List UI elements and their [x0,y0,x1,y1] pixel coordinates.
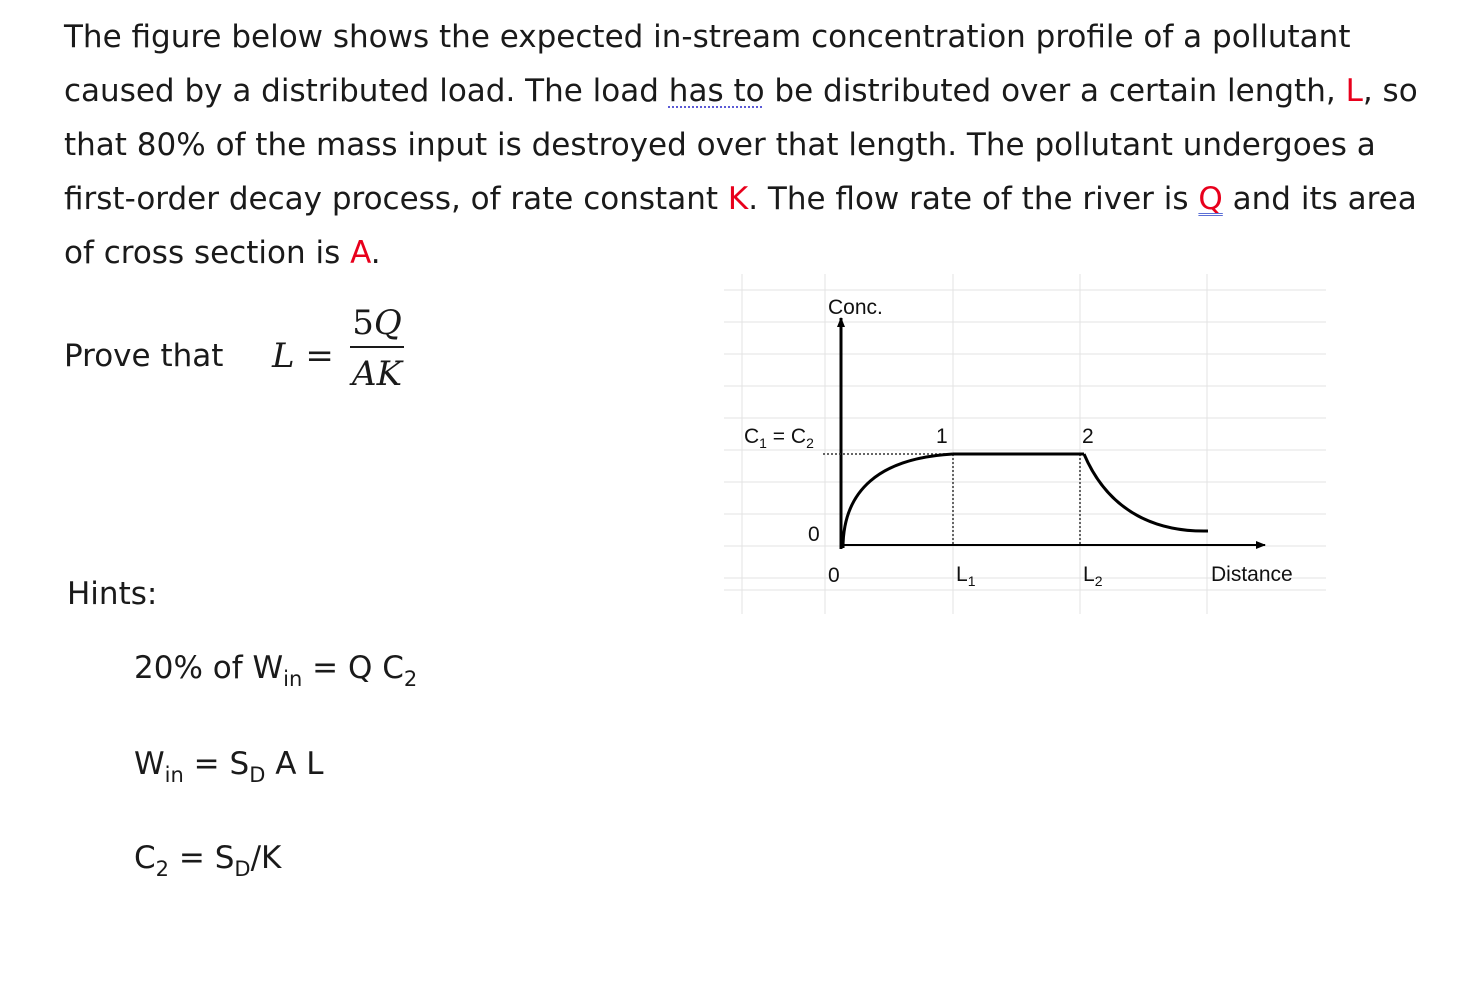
variable-A: A [350,235,371,271]
y-tick-c1-c2: $C_1 = C_2$ [744,425,814,451]
curve-rise [843,454,953,548]
equation-lhs: L [272,336,295,376]
variable-K: K [727,181,749,217]
y-axis-label: Conc. [828,296,883,319]
prove-label: Prove that [64,338,224,374]
point-label-2: 2 [1082,425,1094,448]
variable-Q: Q [1198,181,1223,217]
x-tick-l2: $L_2$ [1083,563,1103,589]
y-tick-zero: 0 [808,523,820,546]
fraction-numerator: 5Q [350,300,404,348]
problem-statement: The figure below shows the expected in-stream concentration profile of a pollutant caused by a distributed load. The load has to be distributed over a certain length, L, so that 80% of the mass input is destroyed over that length. The pollutant undergoes a first-order decay process, of rate constant K. The flow rate of the river is Q and its area of cross section is A. [64,19,1418,271]
equals-sign: = [305,336,334,376]
variable-L: L [1345,73,1363,109]
hint-2: $W_{in} = S_D$ A L [134,746,324,787]
hint-3: $C_2 = S_D/K$ [134,840,282,881]
x-tick-zero: 0 [828,564,840,587]
hint-1: 20% of $W_{in} = Q$ $C_2$ [134,650,418,691]
fraction-denominator: AK [352,354,402,394]
point-label-1: 1 [936,425,948,448]
hints-title: Hints: [67,576,158,612]
x-tick-l1: $L_1$ [956,563,976,589]
spell-check-underline: has to [668,73,765,109]
fraction [350,300,404,394]
x-axis-label: Distance [1211,563,1293,586]
concentration-profile-chart [720,270,1340,620]
curve-decay [1084,454,1208,531]
